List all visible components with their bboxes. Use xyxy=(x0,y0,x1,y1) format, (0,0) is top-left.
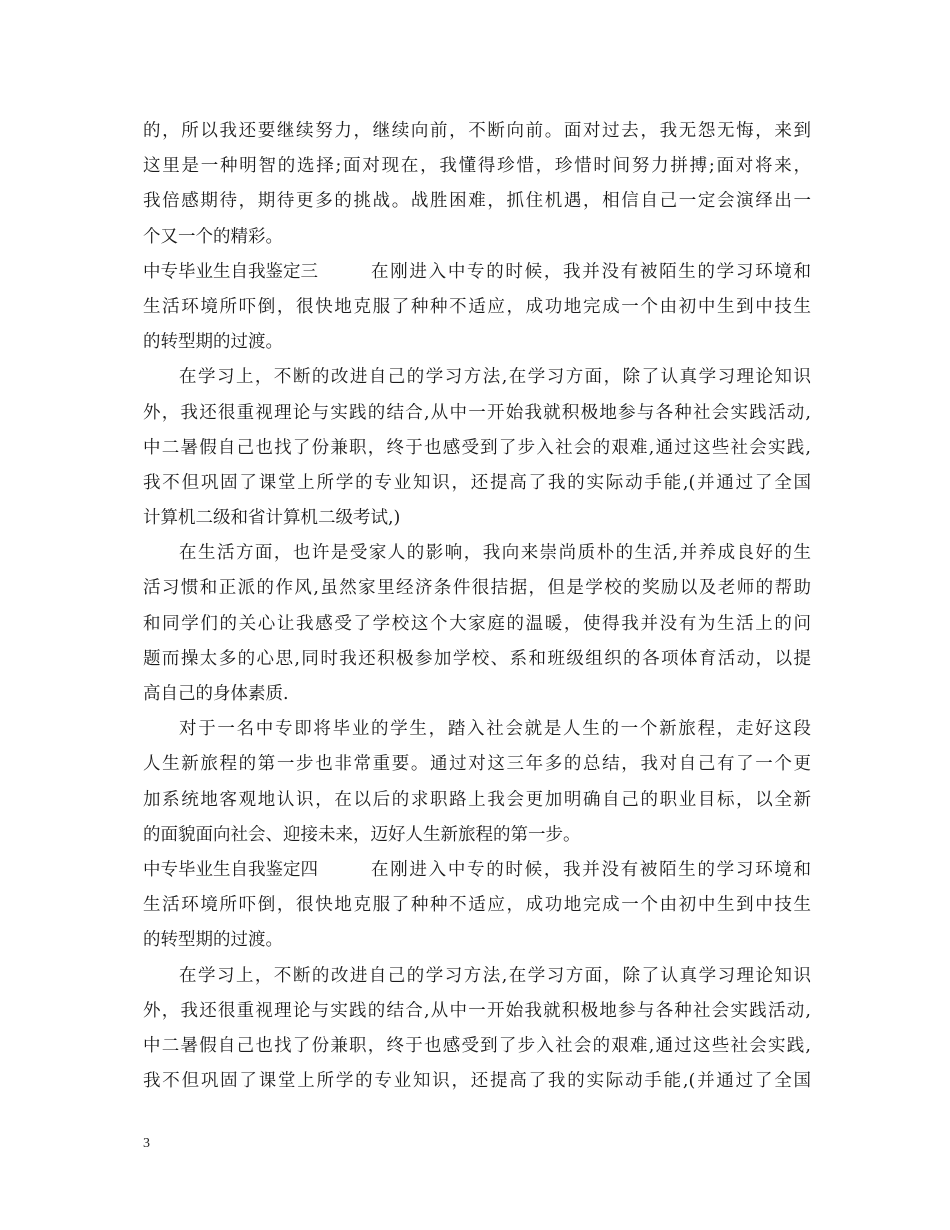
section-heading: 中专毕业生自我鉴定四 xyxy=(143,859,318,880)
text-line: 人生新旅程的第一步也非常重要。通过对这三年多的总结，我对自己有了一个更 xyxy=(143,754,811,775)
text-line xyxy=(143,255,811,290)
text-line: 和同学们的关心让我感受了学校这个大家庭的温暖，使得我并没有为生活上的问 xyxy=(143,613,811,634)
page-number: 3 xyxy=(143,1136,150,1151)
section-heading: 中专毕业生自我鉴定三 xyxy=(143,261,318,282)
text-line: 活习惯和正派的作风,虽然家里经济条件很拮据，但是学校的奖励以及老师的帮助 xyxy=(143,578,811,599)
text-line: 的转型期的过渡。 xyxy=(143,332,283,353)
text-line: 个又一个的精彩。 xyxy=(143,226,283,247)
text-line: 的，所以我还要继续努力，继续向前，不断向前。面对过去，我无怨无悔，来到 xyxy=(143,121,811,141)
text-line: 的转型期的过渡。 xyxy=(143,930,283,951)
body-text xyxy=(143,114,811,1099)
line-text: 在刚进入中专的时候，我并没有被陌生的学习环境和 xyxy=(371,261,811,282)
line-text: 在刚进入中专的时候，我并没有被陌生的学习环境和 xyxy=(371,859,811,880)
text-line: 在生活方面，也许是受家人的影响，我向来崇尚质朴的生活,并养成良好的生 xyxy=(179,543,811,564)
text-line: 题而操太多的心思,同时我还积极参加学校、系和班级组织的各项体育活动，以提 xyxy=(143,648,811,669)
text-line: 我不但巩固了课堂上所学的专业知识，还提高了我的实际动手能,(并通过了全国 xyxy=(143,1071,811,1092)
text-line: 我不但巩固了课堂上所学的专业知识，还提高了我的实际动手能,(并通过了全国 xyxy=(143,472,811,493)
text-line: 中二暑假自己也找了份兼职，终于也感受到了步入社会的艰难,通过这些社会实践, xyxy=(143,437,811,458)
text-line: 这里是一种明智的选择;面对现在，我懂得珍惜，珍惜时间努力拼搏;面对将来， xyxy=(143,156,811,177)
text-line: 外，我还很重视理论与实践的结合,从中一开始我就积极地参与各种社会实践活动, xyxy=(143,402,811,423)
text-line xyxy=(143,853,811,888)
text-line: 生活环境所吓倒，很快地克服了种种不适应，成功地完成一个由初中生到中技生 xyxy=(143,296,811,317)
text-line: 计算机二级和省计算机二级考试,) xyxy=(143,508,401,529)
text-line: 我倍感期待，期待更多的挑战。战胜困难，抓住机遇，相信自己一定会演绎出一 xyxy=(143,191,811,212)
text-line: 中二暑假自己也找了份兼职，终于也感受到了步入社会的艰难,通过这些社会实践, xyxy=(143,1035,811,1056)
text-line: 外，我还很重视理论与实践的结合,从中一开始我就积极地参与各种社会实践活动, xyxy=(143,1000,811,1021)
text-line: 在学习上，不断的改进自己的学习方法,在学习方面，除了认真学习理论知识 xyxy=(179,367,811,388)
text-line: 生活环境所吓倒，很快地克服了种种不适应，成功地完成一个由初中生到中技生 xyxy=(143,895,811,916)
text-line: 在学习上，不断的改进自己的学习方法,在学习方面，除了认真学习理论知识 xyxy=(179,965,811,986)
text-line: 加系统地客观地认识，在以后的求职路上我会更加明确自己的职业目标，以全新 xyxy=(143,789,811,810)
text-line: 高自己的身体素质. xyxy=(143,684,289,704)
text-line: 对于一名中专即将毕业的学生，踏入社会就是人生的一个新旅程，走好这段 xyxy=(179,719,811,740)
text-line: 的面貌面向社会、迎接未来，迈好人生新旅程的第一步。 xyxy=(143,824,581,845)
